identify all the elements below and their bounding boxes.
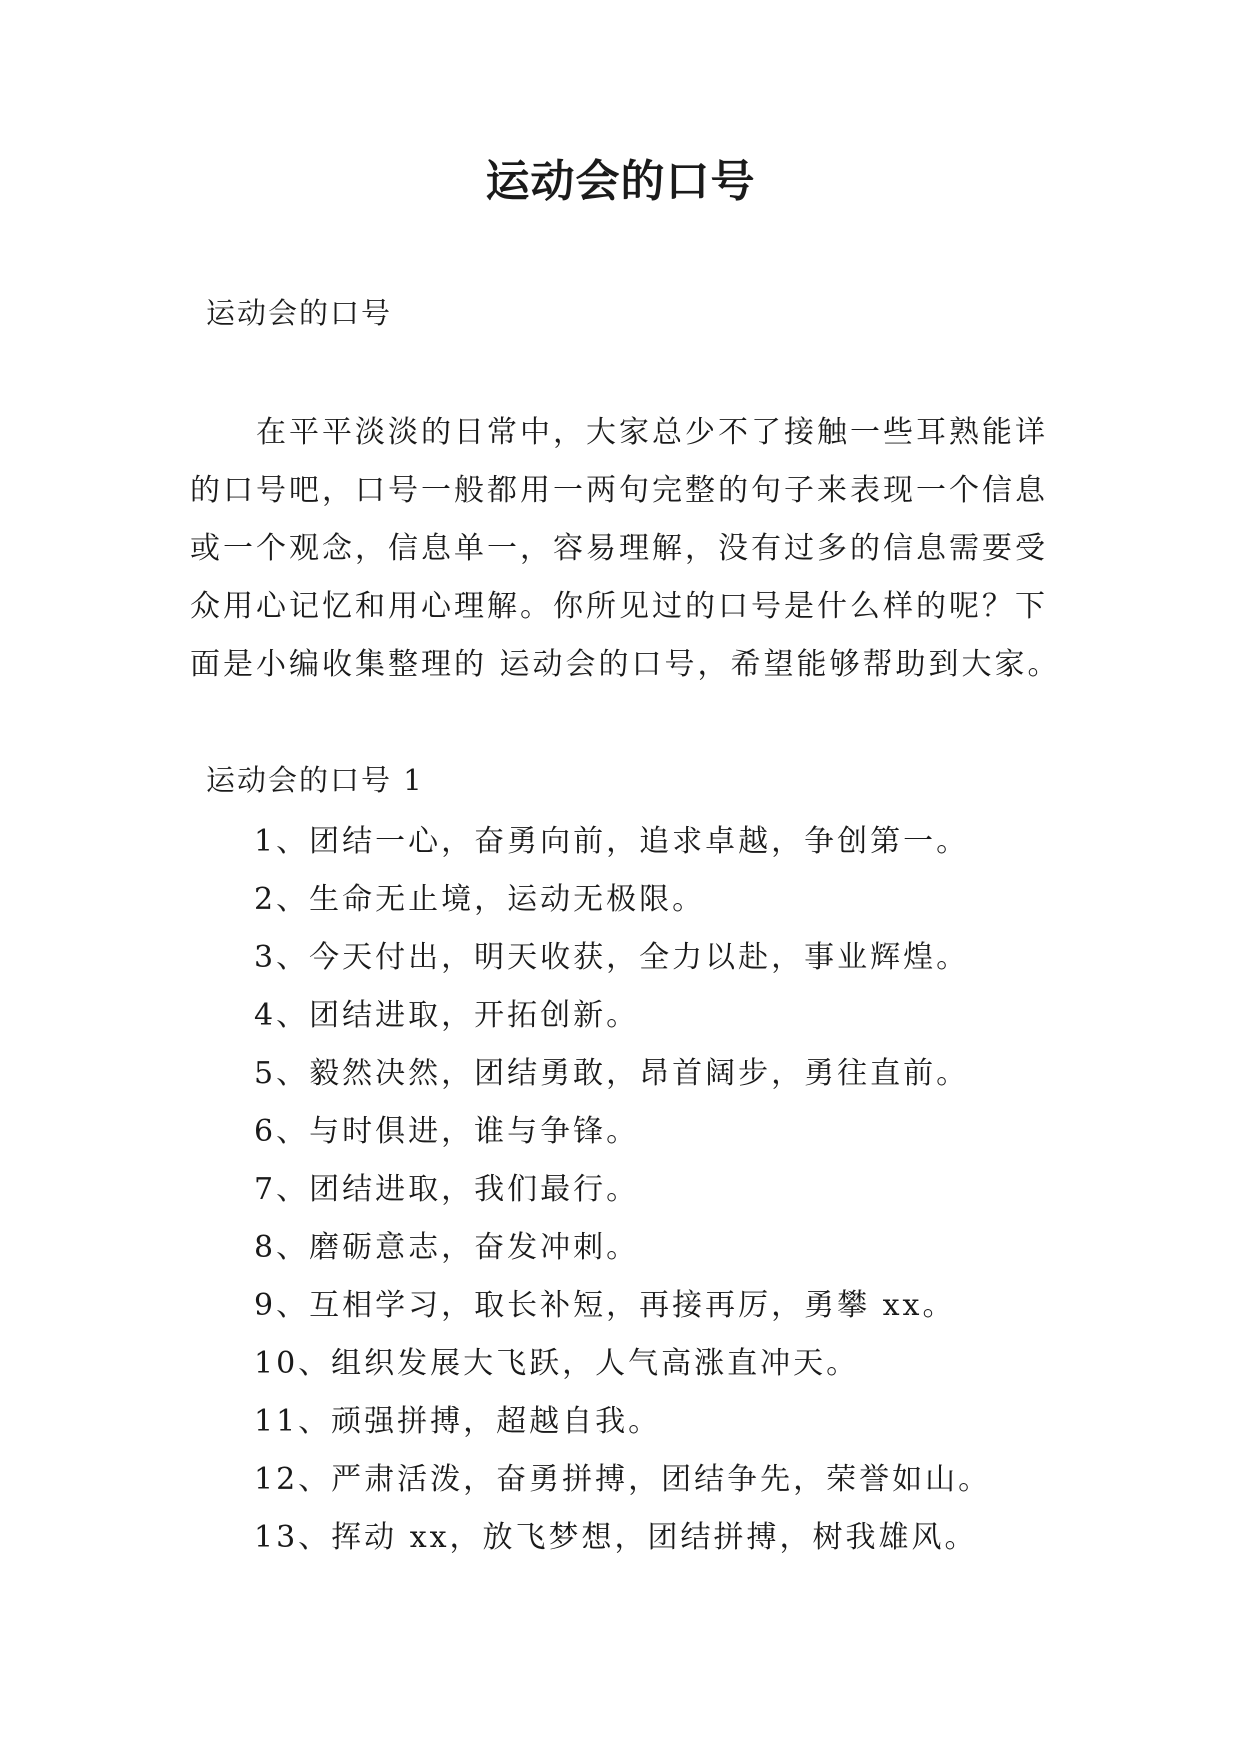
slogan-item: 13、挥动 xx，放飞梦想，团结拼搏，树我雄风。 [254,1520,978,1555]
slogan-item: 4、团结进取，开拓创新。 [254,998,640,1033]
slogan-item: 11、顽强拼搏，超越自我。 [254,1404,662,1439]
slogan-item: 1、团结一心，奋勇向前，追求卓越，争创第一。 [254,824,970,859]
slogan-item: 10、组织发展大飞跃，人气高涨直冲天。 [254,1346,860,1381]
slogan-item: 8、磨砺意志，奋发冲刺。 [254,1230,640,1265]
slogan-item: 2、生命无止境，运动无极限。 [254,882,706,917]
document-title: 运动会的口号 [485,156,756,207]
slogan-list [254,813,991,1567]
slogan-item: 5、毅然决然，团结勇敢，昂首阔步，勇往直前。 [254,1056,970,1091]
slogan-item: 9、互相学习，取长补短，再接再厉，勇攀 xx。 [254,1288,956,1323]
document-subtitle: 运动会的口号 [206,296,393,330]
slogan-item: 3、今天付出，明天收获，全力以赴，事业辉煌。 [254,940,970,975]
intro-paragraph: 在平平淡淡的日常中，大家总少不了接触一些耳熟能详的口号吧，口号一般都用一两句完整的句子来表现一个信息或一个观念，信息单一，容易理解，没有过多的信息需要受众用心记忆和用心理解。你所见过的口号是什么样的呢？下面是小编收集整理的 运动会的口号，希望能够帮助到大家。 [190,415,1061,682]
section-heading: 运动会的口号 1 [206,763,424,797]
slogan-item: 6、与时俱进，谁与争锋。 [254,1114,640,1149]
slogan-item: 7、团结进取，我们最行。 [254,1172,640,1207]
slogan-item: 12、严肃活泼，奋勇拼搏，团结争先，荣誉如山。 [254,1462,992,1497]
